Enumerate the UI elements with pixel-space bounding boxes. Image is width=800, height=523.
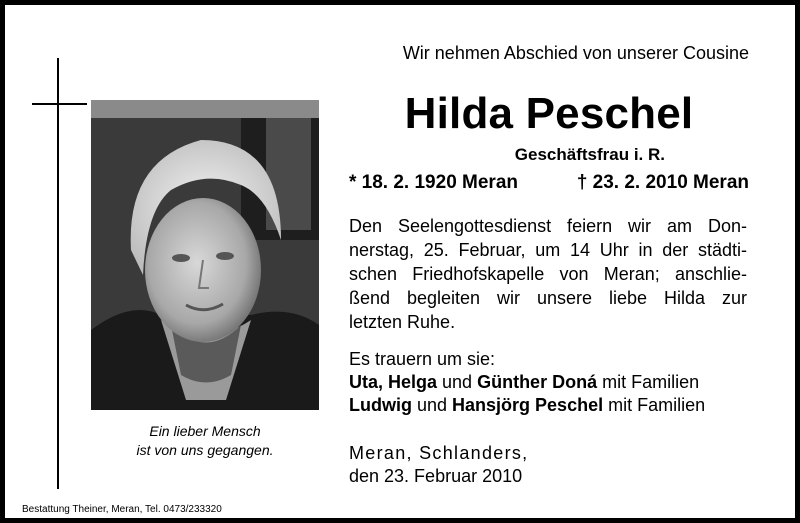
funeral-home-footer: Bestattung Theiner, Meran, Tel. 0473/233320 xyxy=(22,504,222,515)
portrait-photo xyxy=(91,100,319,410)
service-announcement xyxy=(349,214,747,334)
mourner-names: Ludwig xyxy=(349,395,412,415)
service-line: schen Friedhofskapelle von Meran; anschlie- xyxy=(349,264,747,284)
mourner-names: Günther Doná xyxy=(477,372,598,392)
cross-horizontal-bar xyxy=(32,103,87,105)
mourners-list xyxy=(349,348,759,417)
mourner-names: Uta, Helga xyxy=(349,372,438,392)
mourner-names: Hansjörg Peschel xyxy=(452,395,604,415)
mourners-intro: Es trauern um sie: xyxy=(349,349,496,369)
photo-caption xyxy=(91,422,319,460)
mourners-line xyxy=(349,394,759,417)
mourner-conjunction: und xyxy=(411,395,453,415)
deceased-title: Geschäftsfrau i. R. xyxy=(514,145,665,164)
service-line: Den Seelengottesdienst feiern wir am Don- xyxy=(349,216,747,236)
death-date: † 23. 2. 2010 Meran xyxy=(576,172,749,193)
mourner-suffix: mit Familien xyxy=(597,372,700,392)
mourner-conjunction: und xyxy=(437,372,478,392)
mourners-line xyxy=(349,371,759,394)
service-line: letzten Ruhe. xyxy=(349,312,456,332)
intro-text: Wir nehmen Abschied von unserer Cousine xyxy=(402,43,749,63)
caption-line-2: ist von uns gegangen. xyxy=(136,442,274,458)
place-and-date xyxy=(349,442,749,488)
birth-date: * 18. 2. 1920 Meran xyxy=(349,172,518,193)
cross-vertical-bar xyxy=(57,58,59,489)
caption-line-1: Ein lieber Mensch xyxy=(149,423,261,439)
mourner-suffix: mit Familien xyxy=(603,395,706,415)
date-text: den 23. Februar 2010 xyxy=(349,466,523,486)
service-line: nerstag, 25. Februar, um 14 Uhr in der städti- xyxy=(349,240,747,260)
deceased-name: Hilda Peschel xyxy=(404,89,694,138)
place-text: Meran, Schlanders, xyxy=(349,443,529,463)
service-line: ßend begleiten wir unsere liebe Hilda zur xyxy=(349,288,747,308)
